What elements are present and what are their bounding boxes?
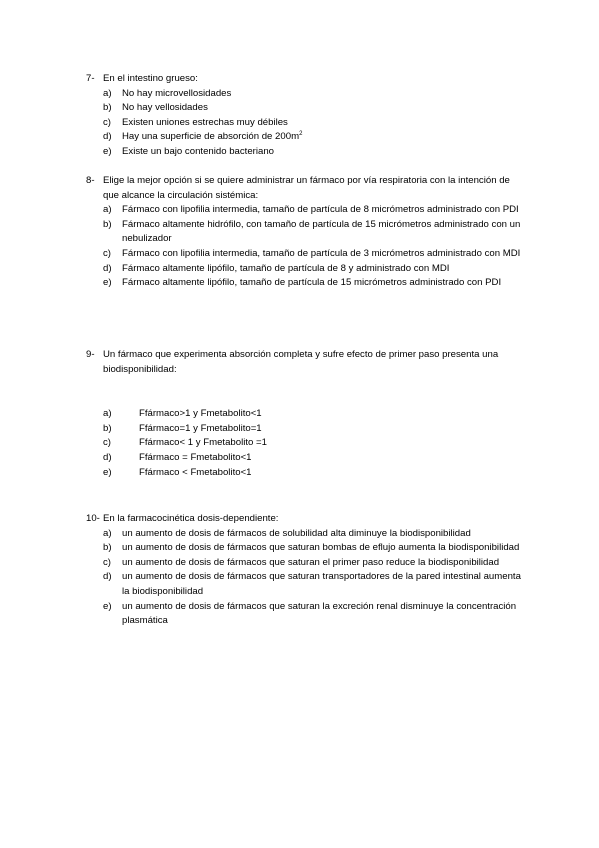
option-letter: b) [103,542,112,554]
option-letter: b) [103,102,112,114]
option-letter: d) [103,451,112,463]
option-letter: a) [103,87,112,99]
question-text: En el intestino grueso: [103,73,198,84]
option-list [86,407,526,480]
option-text: un aumento de dosis de fármacos que saturan la excreción renal disminuye la concentración plasmática [122,600,517,627]
option-text: Fármaco altamente lipófilo, tamaño de partícula de 8 y administrado con MDI [122,262,450,274]
option-d [86,130,526,145]
option-c [86,247,526,262]
option-b [86,101,526,116]
option-letter: c) [103,247,111,259]
option-text: No hay vellosidades [122,102,208,114]
option-letter: c) [103,437,111,449]
option-text: Fármaco altamente lipófilo, tamaño de partícula de 15 micrómetros administrado con PDI [122,277,502,289]
option-text: un aumento de dosis de fármacos de solubilidad alta diminuye la biodisponibilidad [122,527,471,539]
option-e [86,276,526,291]
option-text: Fármaco altamente hidrófilo, con tamaño de partícula de 15 micrómetros administrado con un nebulizador [122,218,521,245]
question-number: 10- [86,513,100,524]
option-b [86,541,526,556]
option-letter: e) [103,466,112,478]
option-text: un aumento de dosis de fármacos que saturan transportadores de la pared intestinal aumenta la biodisponibilidad [122,571,521,597]
option-letter: c) [103,556,111,568]
option-a [86,407,526,422]
option-letter: a) [103,527,112,539]
option-letter: a) [103,408,112,420]
option-b [86,422,526,437]
option-e [86,145,526,160]
option-c [86,556,526,571]
option-c [86,436,526,451]
option-text: un aumento de dosis de fármacos que saturan bombas de eflujo aumenta la biodisponibilidad [122,542,520,554]
option-list [86,87,526,160]
question-9 [86,348,526,480]
option-c [86,116,526,131]
question-text: Un fármaco que experimenta absorción completa y sufre efecto de primer paso presenta una biodisponibilidad: [103,349,499,375]
question-8 [86,174,526,291]
option-text: Hay una superficie de absorción de 200m [122,131,300,143]
option-text: Ffármaco < Fmetabolito<1 [139,466,252,478]
question-number: 7- [86,73,95,84]
option-letter: e) [103,277,112,289]
option-list [86,527,526,629]
option-a [86,527,526,542]
option-text: No hay microvellosidades [122,87,232,99]
option-letter: c) [103,116,111,128]
option-text: Fármaco con lipofilia intermedia, tamaño de partícula de 8 micrómetros administrado con PDI [122,204,519,216]
option-text: Ffármaco = Fmetabolito<1 [139,451,252,463]
option-e [86,600,526,629]
option-e [86,466,526,481]
option-text: Ffármaco>1 y Fmetabolito<1 [139,408,262,420]
question-text: Elige la mejor opción si se quiere administrar un fármaco por vía respiratoria con la intención de que alcance la circulación sistémica: [103,175,510,201]
option-a [86,203,526,218]
option-text: Ffármaco=1 y Fmetabolito=1 [139,422,262,434]
option-list [86,203,526,291]
option-a [86,87,526,102]
option-letter: b) [103,422,112,434]
option-text: un aumento de dosis de fármacos que saturan el primer paso reduce la biodisponibilidad [122,556,500,568]
option-letter: e) [103,145,112,157]
option-letter: d) [103,131,112,143]
question-text: En la farmacocinética dosis-dependiente: [103,513,279,524]
option-text: Existen uniones estrechas muy débiles [122,116,288,128]
superscript: 2 [299,131,303,138]
option-b [86,218,526,247]
option-text: Ffármaco< 1 y Fmetabolito =1 [139,437,267,449]
option-d [86,570,526,599]
option-text: Existe un bajo contenido bacteriano [122,145,275,157]
option-d [86,262,526,277]
option-letter: d) [103,262,112,274]
option-letter: b) [103,218,112,230]
question-number: 9- [86,349,95,360]
question-number: 8- [86,175,95,186]
option-letter: e) [103,600,112,612]
question-10 [86,512,526,629]
question-7 [86,72,526,160]
option-letter: a) [103,204,112,216]
option-letter: d) [103,571,112,583]
option-text: Fármaco con lipofilia intermedia, tamaño de partícula de 3 micrómetros administrado con MDI [122,247,521,259]
option-d [86,451,526,466]
